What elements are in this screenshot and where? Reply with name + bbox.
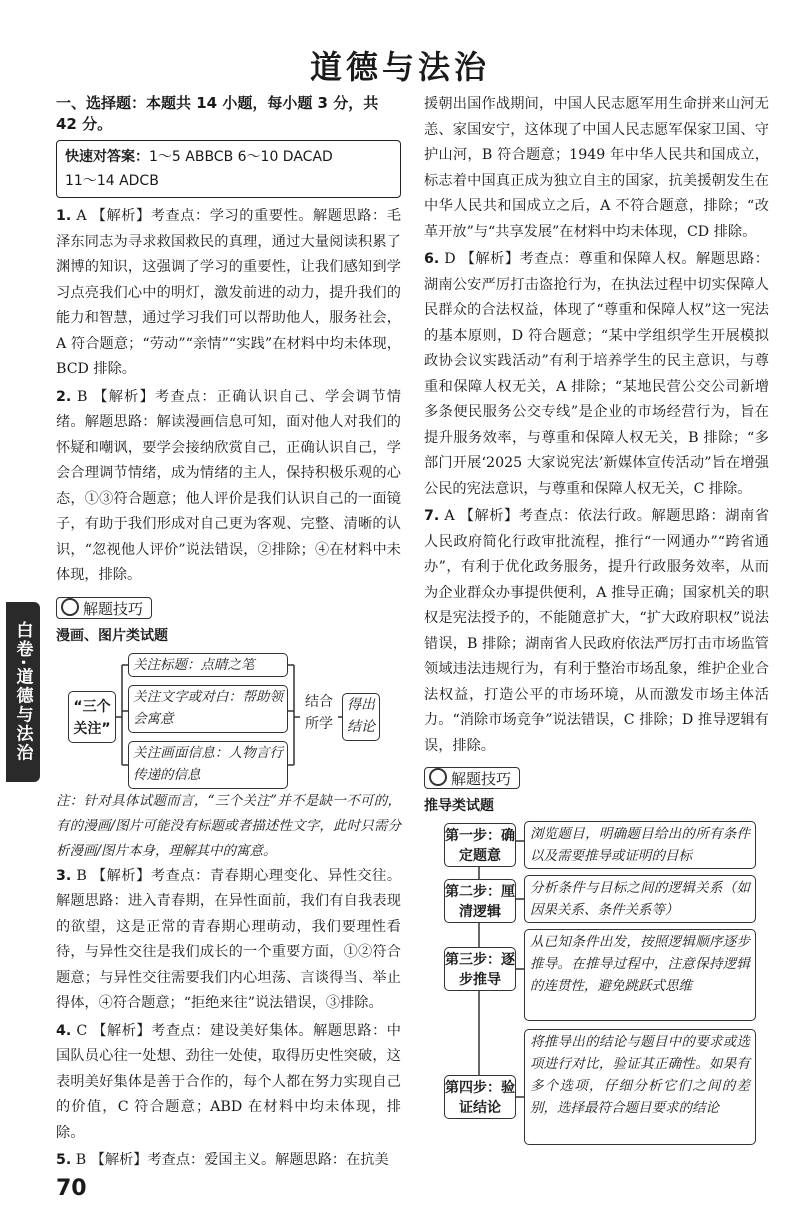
item-text: D 【解析】考查点：尊重和保障人权。解题思路：湖南公安严厉打击盗抢行为，在执法过程中切实保障人民群众的合法权益，体现了“尊重和保障人权”这一宪法的基本原则，D 符合题意；“某中学组织学生开展模拟政协会议实践活动”有利于培养学生的民主意识，与尊重和保障人权无关，A 排除；“某地民营公交公司新增多条便民服务公交专线”是企业的市场经营行为，旨在提升服务效率，与尊重和保障人权无关，B 排除；“多部门开展‘2025 大家说宪法’新媒体宣传活动”旨在增强公民的宪法意识，与尊重和保障人权无关，C 排除。 (424, 251, 769, 497)
key-icon (429, 768, 447, 786)
step1-text: 浏览题目，明确题目给出的所有条件以及需要推导或证明的目标 (524, 821, 756, 869)
page-title: 道德与法治 (309, 48, 490, 86)
page-number: 70 (56, 1176, 87, 1201)
diagram-branch-3: 关注画面信息：人物言行传递的信息 (128, 741, 288, 789)
step3-label: 第三步：逐步推导 (444, 947, 516, 991)
step3-text: 从已知条件出发，按照逻辑顺序逐步推导。在推导过程中，注意保持逻辑的连贯性，避免跳跃式思维 (524, 929, 756, 1021)
diagram-result-box: 得出结论 (342, 693, 380, 741)
tip-label: 解题技巧 (83, 599, 144, 618)
tip-label: 解题技巧 (451, 770, 512, 788)
tip1-subhead: 漫画、图片类试题 (56, 627, 168, 644)
step2-label: 第二步：厘清逻辑 (444, 879, 516, 923)
answer-item-4 (56, 1019, 401, 1147)
tip-badge (424, 767, 520, 789)
step1-label: 第一步：确定题意 (444, 823, 516, 867)
diagram-branch-1: 关注标题：点睛之笔 (128, 653, 288, 677)
tip2-subhead: 推导类试题 (424, 798, 494, 814)
diagram-mid-label: 结合所学 (300, 691, 338, 735)
key-icon (61, 598, 79, 616)
item-text: A 【解析】考查点：学习的重要性。解题思路：毛泽东同志为寻求救国救民的真理，通过大量阅读积累了渊博的知识，这强调了学习的重要性，让我们感知到学习点亮我们心中的明灯，激发前进的动力，提升我们的能力和智慧，通过学习我们可以帮助他人，服务社会，A 符合题意；“劳动”“亲情”“实践”在材料中均未体现，BCD 排除。 (56, 208, 402, 377)
item-text: B 【解析】考查点：爱国主义。解题思路：在抗美 (75, 1152, 389, 1168)
answer-label: 快速对答案： (65, 149, 149, 165)
answer-item-7 (424, 504, 769, 759)
diagram-branch-2: 关注文字或对白：帮助领会寓意 (128, 685, 288, 733)
tip1-note: 注：针对具体试题而言，“三个关注”并不是缺一不可的，有的漫画/图片可能没有标题或者描述性文字，此时只需分析漫画/图片本身，理解其中的寓意。 (56, 792, 401, 859)
step4-text: 将推导出的结论与题目中的要求或选项进行对比，验证其正确性。如果有多个选项，仔细分析它们之间的差别，选择最符合题目要求的结论 (524, 1029, 756, 1145)
answer-item-2 (56, 385, 401, 589)
item-text: B 【解析】考查点：正确认识自己、学会调节情绪。解题思路：解读漫画信息可知，面对他人对我们的怀疑和嘲讽，要学会接纳欣赏自己，正确认识自己，学会合理调节情绪，成为情绪的主人，保持积极乐观的心态，①③符合题意；他人评价是我们认识自己的一面镜子，有助于我们形成对自己更为客观、完整、清晰的认识，“忽视他人评价”说法错误，②排除；④在材料中未体现，排除。 (56, 388, 402, 583)
answers-line1: 1～5 ABBCB 6～10 DACAD (149, 149, 333, 165)
tip-badge (56, 597, 152, 619)
answers-line2: 11～14 ADCB (65, 173, 159, 189)
item-number: 1. (56, 208, 72, 224)
quick-answer-box (56, 140, 401, 198)
item-text: C 【解析】考查点：建设美好集体。解题思路：中国队员心往一处想、劲往一处使，取得历史性突破，这表明美好集体是善于合作的，每个人都在努力实现自己的价值，C 符合题意；ABD 在材料中均未体现，排除。 (56, 1022, 401, 1141)
deduction-steps-diagram (424, 821, 769, 1161)
left-column (56, 92, 401, 1176)
answer-item-5 (56, 1148, 401, 1174)
answer-item-5-continued: 援朝出国作战期间，中国人民志愿军用生命拼来山河无恙、家国安宁，这体现了中国人民志愿军保家卫国、守护山河，B 符合题意；1949 年中华人民共和国成立，标志着中国真正成为独立自主的国家，抗美援朝发生在中华人民共和国成立之后，A 不符合题意，排除；“改革开放”与“共享发展”在材料中均未体现，CD 排除。 (424, 96, 769, 240)
answer-item-6 (424, 247, 769, 502)
item-number: 5. (56, 1152, 72, 1168)
step4-label: 第四步：验证结论 (444, 1075, 516, 1119)
item-number: 4. (56, 1022, 72, 1039)
item-number: 7. (424, 508, 440, 524)
diagram-center-box: “三个关注” (68, 691, 116, 743)
item-text: B 【解析】考查点：青春期心理变化、异性交往。解题思路：进入青春期，在异性面前，我们有自我表现的欲望，这是正常的青春期心理萌动，我们要理性看待，与异性交往是我们成长的一个重要方面，①②符合题意；与异性交往需要我们内心坦荡、言谈得当、举止得体，④符合题意；“拒绝来往”说法错误，③排除。 (56, 867, 402, 1011)
step2-text: 分析条件与目标之间的逻辑关系（如因果关系、条件关系等） (524, 875, 756, 923)
item-number: 6. (424, 251, 440, 267)
section-heading: 一、选择题：本题共 14 小题，每小题 3 分，共 42 分。 (56, 94, 379, 133)
three-focus-diagram (56, 651, 401, 783)
right-column (424, 92, 769, 1161)
answer-item-1 (56, 204, 401, 383)
side-tab: 白卷·道德与法治 (6, 602, 40, 782)
item-number: 3. (56, 867, 72, 884)
item-text: A 【解析】考查点：依法行政。解题思路：湖南省人民政府简化行政审批流程，推行“一网通办”“跨省通办”，有利于优化政务服务，提升行政服务效率，从而为企业群众办事提供便利，A 推导正确；国家机关的职权是宪法授予的，不能随意扩大，“扩大政府职权”说法错误，B 排除；湖南省人民政府依法严厉打击市场监管领域违法违规行为，有利于整治市场乱象，维护企业合法权益，打造公平的市场环境，从而激发市场主体活力。“消除市场竞争”说法错误，C 排除；D 推导逻辑有误，排除。 (424, 508, 770, 754)
answer-item-3 (56, 864, 401, 1017)
item-number: 2. (56, 388, 72, 405)
